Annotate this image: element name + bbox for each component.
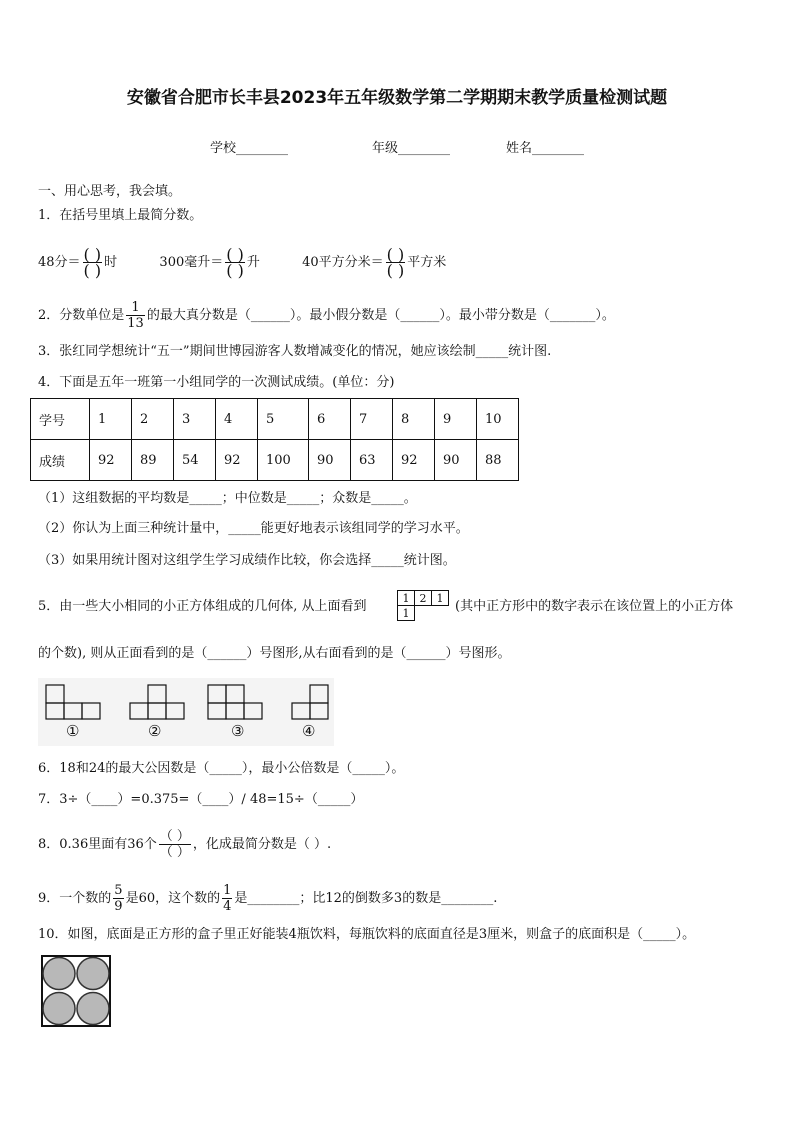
bottle-circle [77,993,109,1025]
table-cell: 54 [174,440,216,481]
q1-items [38,240,446,286]
question-9: 9．一个数的 $\frac{5}{9}$ 是60，这个数的 $\frac{1}{4}$ 是________；比12的倒数多3的数是________. [38,883,498,914]
figure-label-4: ④ [302,722,316,740]
fraction: $\frac{1}{13}$ [127,300,144,331]
table-cell: 92 [393,440,435,481]
table-header-cell: 学号 [31,399,90,440]
fraction[interactable]: $\frac{( )}{( )}$ [386,245,405,280]
fraction: $\frac{5}{9}$ [114,883,123,914]
table-cell: 10 [477,399,519,440]
figure-label-2: ② [148,722,162,740]
question-10: 10．如图，底面是正方形的盒子里正好能装4瓶饮料，每瓶饮料的底面直径是3厘米，则盒子的底面积是（_____）。 [38,927,696,942]
q5-figures [38,678,338,728]
q1-item-2: 300毫升＝ $\frac{( )}{( )}$ 升 [159,245,260,280]
figure-4-shape [292,685,328,719]
table-cell: 92 [216,440,258,481]
grid-cell: 1 [431,590,449,606]
question-6: 6．18和24的最大公因数是（_____），最小公倍数是（_____）。 [38,761,405,776]
question-8: 8．0.36里面有36个 $\frac{( )}{( )}$ ，化成最简分数是（ ）. [38,829,332,860]
table-cell: 5 [258,399,309,440]
table-cell: 4 [216,399,258,440]
table-cell: 6 [309,399,351,440]
grade-field[interactable]: 年级________ [372,141,451,156]
q4-sub-3: （3）如果用统计图对这组学生学习成绩作比较，你会选择_____统计图。 [38,553,456,568]
name-field[interactable]: 姓名________ [506,141,585,156]
bottle-circle [43,958,75,990]
table-cell: 100 [258,440,309,481]
table-row [31,399,519,440]
table-cell: 90 [435,440,477,481]
grid-cell: 1 [397,605,415,621]
q4-sub-1: （1）这组数据的平均数是_____；中位数是_____；众数是_____。 [38,491,417,506]
q4-sub-2: （2）你认为上面三种统计量中，_____能更好地表示该组同学的学习水平。 [38,521,469,536]
grid-cell: 2 [414,590,432,606]
q1-item-1: 48分＝ $\frac{( )}{( )}$ 时 [38,245,118,280]
table-cell: 2 [132,399,174,440]
score-table [30,398,519,481]
question-2: 2．分数单位是 $\frac{1}{13}$ 的最大真分数是（______）。最小假分数是（______）。最小带分数是（_______）。 [38,300,615,331]
table-header-cell: 成绩 [31,440,90,481]
grid-cell: 1 [397,590,415,606]
question-3: 3．张红同学想统计“五一”期间世博园游客人数增减变化的情况，她应该绘制_____统计图. [38,344,552,359]
box-figure [40,954,114,1030]
fraction[interactable]: $\frac{( )}{( )}$ [226,245,244,280]
table-row [31,440,519,481]
question-7: 7．3÷（____）=0.375=（____）/ 48=15÷（_____） [38,792,364,807]
table-cell: 1 [90,399,132,440]
section-heading: 一、用心思考，我会填。 [38,184,182,199]
table-cell: 9 [435,399,477,440]
table-cell: 7 [351,399,393,440]
table-cell: 88 [477,440,519,481]
question-5-line-1: 5．由一些大小相同的小正方体组成的几何体, 从上面看到 [38,599,367,614]
bottle-circle [77,958,109,990]
bottle-circle [43,993,75,1025]
question-4: 4．下面是五年一班第一小组同学的一次测试成绩。(单位：分) [38,375,395,390]
table-cell: 89 [132,440,174,481]
fraction: $\frac{1}{4}$ [223,883,232,914]
school-field[interactable]: 学校________ [210,141,289,156]
fraction[interactable]: $\frac{( )}{( )}$ [159,829,190,860]
page-title: 安徽省合肥市长丰县2023年五年级数学第二学期期末教学质量检测试题 [126,88,668,108]
figure-1-shape [46,685,100,719]
question-1: 1．在括号里填上最简分数。 [38,208,203,223]
table-cell: 8 [393,399,435,440]
question-5-line-1-cont: (其中正方形中的数字表示在该位置上的小正方体 [455,599,734,614]
table-cell: 92 [90,440,132,481]
fraction[interactable]: $\frac{( )}{( )}$ [83,245,102,280]
figure-label-1: ① [66,722,80,740]
table-cell: 3 [174,399,216,440]
figure-3-shape [208,685,262,719]
table-cell: 63 [351,440,393,481]
figure-label-3: ③ [231,722,245,740]
q1-item-3: 40平方分米＝ $\frac{( )}{( )}$ 平方米 [302,245,447,280]
table-cell: 90 [309,440,351,481]
question-5-line-2: 的个数), 则从正面看到的是（______）号图形,从右面看到的是（______）号图形。 [38,646,511,661]
figure-2-shape [130,685,184,719]
